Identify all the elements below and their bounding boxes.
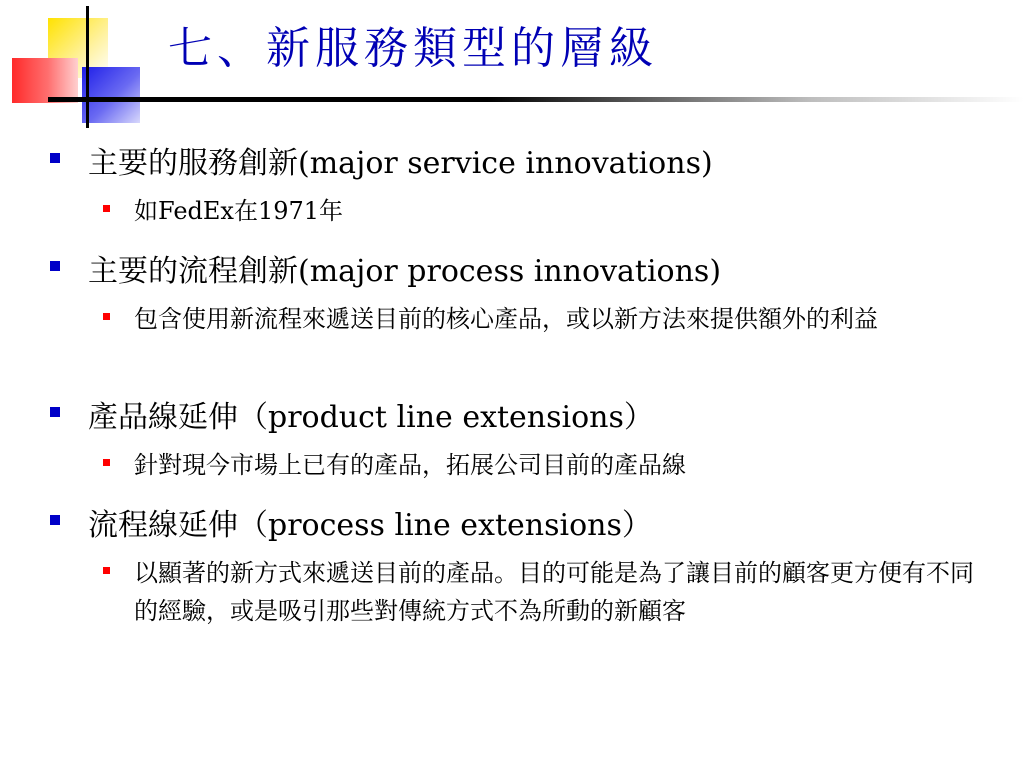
bullet-text: 主要的服務創新(major service innovations) [88, 146, 713, 181]
bullet-text: 產品線延伸（product line extensions） [88, 400, 654, 435]
sub-bullet-new-delivery [134, 554, 984, 630]
square-bullet-icon [103, 459, 110, 466]
slide-title: 七、新服務類型的層級 [168, 23, 658, 74]
bullet-product-line-extensions [88, 392, 654, 436]
sub-bullet-new-process [134, 300, 984, 338]
square-bullet-icon [50, 261, 60, 271]
sub-bullet-text: 如FedEx在1971年 [134, 197, 344, 225]
sub-bullet-text: 針對現今市場上已有的產品，拓展公司目前的產品線 [134, 451, 686, 479]
sub-bullet-fedex [134, 192, 343, 230]
square-bullet-icon [103, 205, 110, 212]
square-bullet-icon [50, 407, 60, 417]
header-vertical-rule [86, 6, 89, 128]
sub-bullet-text: 以顯著的新方式來遞送目前的產品。目的可能是為了讓目前的顧客更方便有不同的經驗，或是吸引那些對傳統方式不為所動的新顧客 [134, 559, 974, 625]
bullet-process-line-extensions [88, 500, 652, 544]
header-horizontal-rule [48, 97, 1024, 102]
square-bullet-icon [103, 567, 110, 574]
bullet-text: 流程線延伸（process line extensions） [88, 508, 652, 543]
logo-blue-square [82, 67, 140, 123]
square-bullet-icon [50, 515, 60, 525]
square-bullet-icon [103, 313, 110, 320]
sub-bullet-text: 包含使用新流程來遞送目前的核心產品，或以新方法來提供額外的利益 [134, 305, 878, 333]
bullet-text: 主要的流程創新(major process innovations) [88, 254, 722, 289]
square-bullet-icon [50, 153, 60, 163]
bullet-major-process-innovations [88, 246, 721, 290]
sub-bullet-extend-product-line [134, 446, 686, 484]
bullet-major-service-innovations [88, 138, 713, 182]
